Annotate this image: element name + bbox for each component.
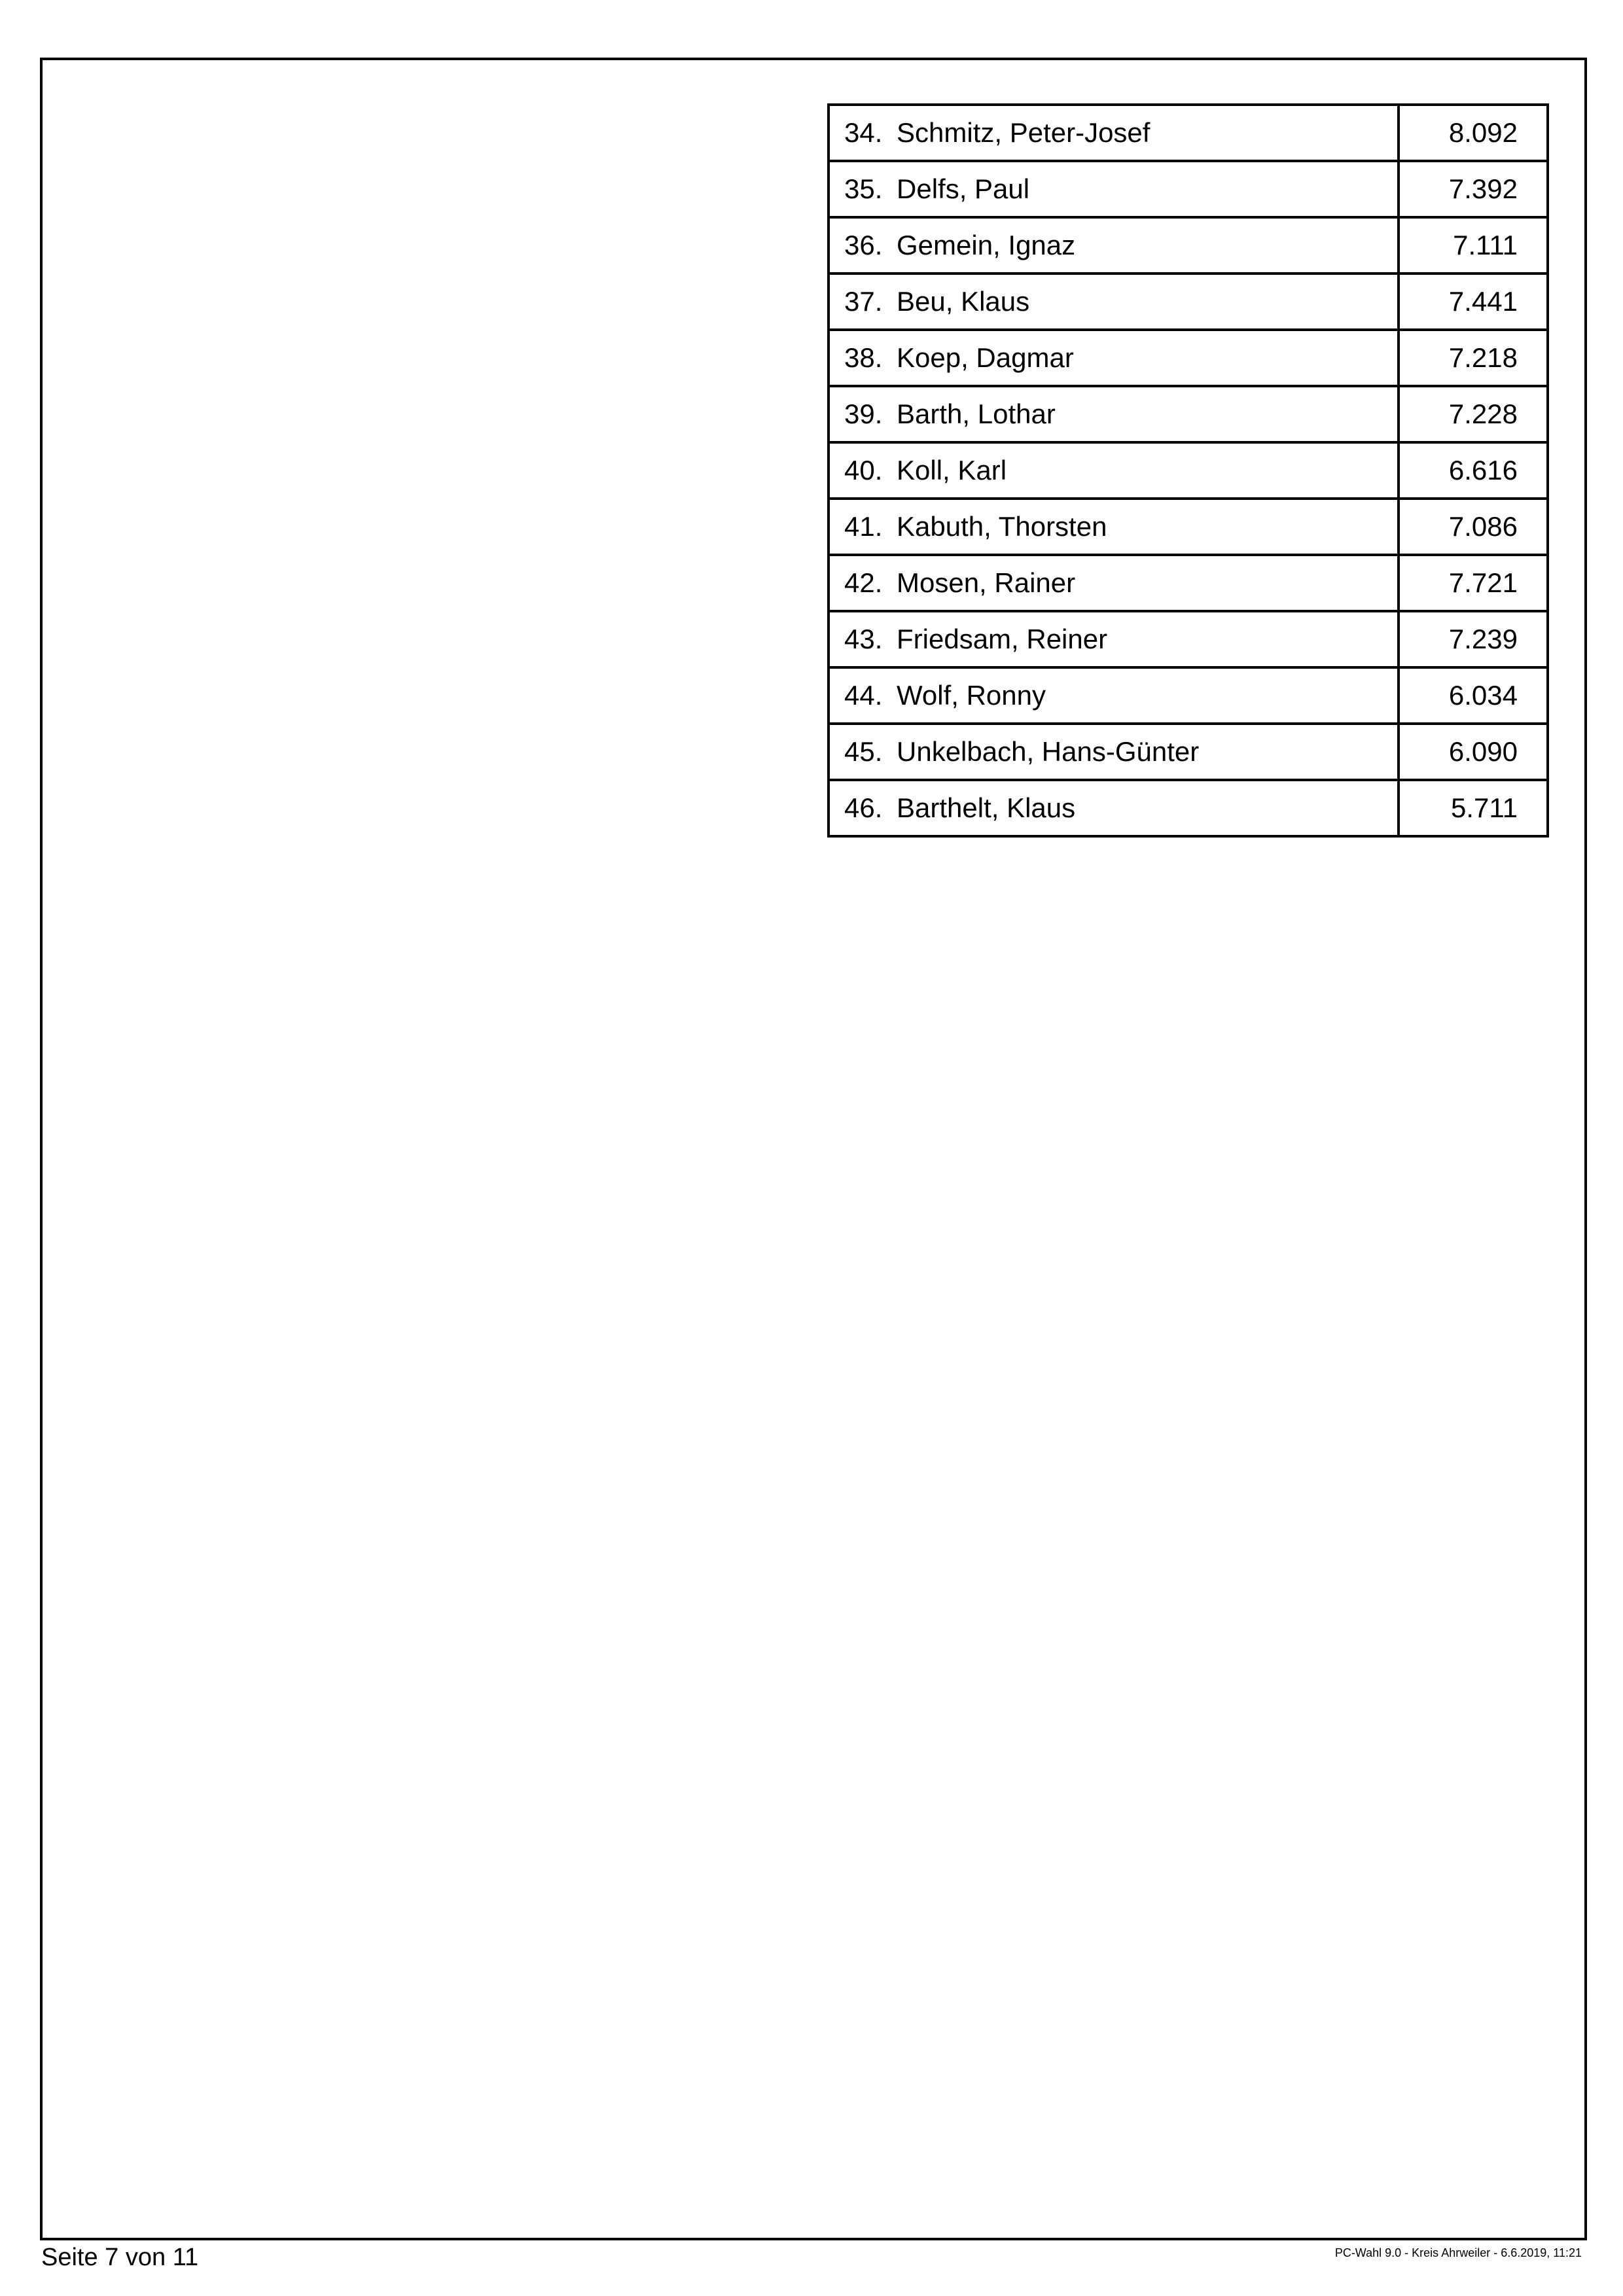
- results-table-body: [829, 105, 1548, 836]
- candidate-name: Koep, Dagmar: [897, 342, 1074, 373]
- candidate-name: Barth, Lothar: [897, 398, 1056, 429]
- candidate-cell: [829, 555, 1399, 611]
- candidate-rank: 42.: [844, 567, 883, 598]
- table-row: [829, 555, 1548, 611]
- table-row: [829, 161, 1548, 217]
- candidate-rank: 41.: [844, 511, 883, 542]
- table-row: [829, 724, 1548, 780]
- candidate-cell: [829, 105, 1399, 161]
- table-row: [829, 499, 1548, 555]
- candidate-votes: 7.228: [1399, 386, 1548, 442]
- candidate-cell: [829, 274, 1399, 330]
- candidate-name: Koll, Karl: [897, 455, 1007, 486]
- candidate-name: Delfs, Paul: [897, 173, 1030, 204]
- candidate-votes: 5.711: [1399, 780, 1548, 836]
- candidate-rank: 37.: [844, 286, 883, 317]
- candidate-cell: [829, 386, 1399, 442]
- candidate-votes: 7.218: [1399, 330, 1548, 386]
- candidate-votes: 6.034: [1399, 667, 1548, 724]
- candidate-rank: 40.: [844, 455, 883, 486]
- candidate-cell: [829, 780, 1399, 836]
- candidate-cell: [829, 330, 1399, 386]
- candidate-rank: 39.: [844, 398, 883, 429]
- candidate-rank: 35.: [844, 173, 883, 204]
- candidate-votes: 7.239: [1399, 611, 1548, 667]
- candidate-cell: [829, 217, 1399, 274]
- candidate-name: Barthelt, Klaus: [897, 792, 1076, 823]
- candidate-name: Schmitz, Peter-Josef: [897, 117, 1150, 148]
- candidate-cell: [829, 442, 1399, 499]
- table-row: [829, 442, 1548, 499]
- candidate-name: Wolf, Ronny: [897, 680, 1046, 711]
- candidate-cell: [829, 611, 1399, 667]
- table-row: [829, 611, 1548, 667]
- candidate-votes: 6.616: [1399, 442, 1548, 499]
- results-table: [827, 103, 1549, 838]
- candidate-name: Mosen, Rainer: [897, 567, 1076, 598]
- candidate-votes: 7.111: [1399, 217, 1548, 274]
- candidate-votes: 8.092: [1399, 105, 1548, 161]
- candidate-votes: 7.392: [1399, 161, 1548, 217]
- candidate-cell: [829, 667, 1399, 724]
- candidate-cell: [829, 724, 1399, 780]
- candidate-votes: 6.090: [1399, 724, 1548, 780]
- candidate-cell: [829, 161, 1399, 217]
- candidate-rank: 45.: [844, 736, 883, 767]
- candidate-votes: 7.721: [1399, 555, 1548, 611]
- table-row: [829, 105, 1548, 161]
- table-row: [829, 274, 1548, 330]
- candidate-name: Kabuth, Thorsten: [897, 511, 1107, 542]
- candidate-name: Friedsam, Reiner: [897, 624, 1108, 654]
- page-number: Seite 7 von 11: [41, 2244, 199, 2271]
- candidate-rank: 43.: [844, 624, 883, 654]
- candidate-rank: 46.: [844, 792, 883, 823]
- candidate-name: Gemein, Ignaz: [897, 230, 1076, 260]
- table-row: [829, 386, 1548, 442]
- table-row: [829, 217, 1548, 274]
- candidate-votes: 7.086: [1399, 499, 1548, 555]
- table-row: [829, 667, 1548, 724]
- table-row: [829, 330, 1548, 386]
- candidate-name: Unkelbach, Hans-Günter: [897, 736, 1200, 767]
- candidate-rank: 36.: [844, 230, 883, 260]
- candidate-name: Beu, Klaus: [897, 286, 1030, 317]
- software-note: PC-Wahl 9.0 - Kreis Ahrweiler - 6.6.2019, 11:21: [1334, 2246, 1582, 2259]
- candidate-rank: 34.: [844, 117, 883, 148]
- candidate-votes: 7.441: [1399, 274, 1548, 330]
- candidate-rank: 38.: [844, 342, 883, 373]
- candidate-rank: 44.: [844, 680, 883, 711]
- table-row: [829, 780, 1548, 836]
- candidate-cell: [829, 499, 1399, 555]
